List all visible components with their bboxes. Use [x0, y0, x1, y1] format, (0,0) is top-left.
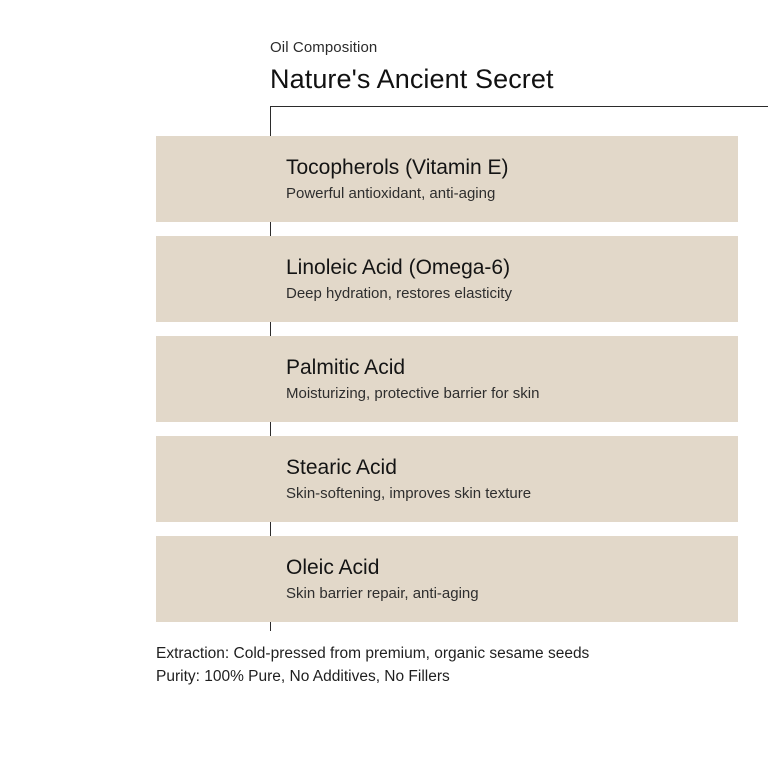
list-item-text [286, 536, 728, 622]
horizontal-rule [270, 106, 768, 107]
list-item-text [286, 336, 728, 422]
composition-list [156, 136, 738, 636]
list-item [156, 136, 738, 222]
list-item-text [286, 236, 728, 322]
page-title: Nature's Ancient Secret [270, 64, 554, 94]
list-item [156, 536, 738, 622]
header [270, 38, 750, 96]
list-item [156, 236, 738, 322]
list-item [156, 336, 738, 422]
list-item-description: Skin barrier repair, anti-aging [286, 584, 479, 602]
eyebrow-label: Oil Composition [270, 39, 378, 56]
list-item-text [286, 436, 728, 522]
extraction-note: Extraction: Cold-pressed from premium, organic sesame seeds [156, 645, 590, 662]
list-item-title: Palmitic Acid [286, 355, 406, 379]
list-item-title: Tocopherols (Vitamin E) [286, 155, 509, 179]
list-item-title: Stearic Acid [286, 455, 397, 479]
list-item-description: Deep hydration, restores elasticity [286, 284, 512, 302]
list-item-title: Oleic Acid [286, 555, 380, 579]
list-item-description: Skin-softening, improves skin texture [286, 484, 532, 502]
list-item-description: Moisturizing, protective barrier for skin [286, 384, 540, 402]
purity-note: Purity: 100% Pure, No Additives, No Fillers [156, 668, 450, 685]
footer [156, 642, 756, 688]
list-item [156, 436, 738, 522]
list-item-title: Linoleic Acid (Omega-6) [286, 255, 511, 279]
list-item-text [286, 136, 728, 222]
list-item-description: Powerful antioxidant, anti-aging [286, 184, 496, 202]
